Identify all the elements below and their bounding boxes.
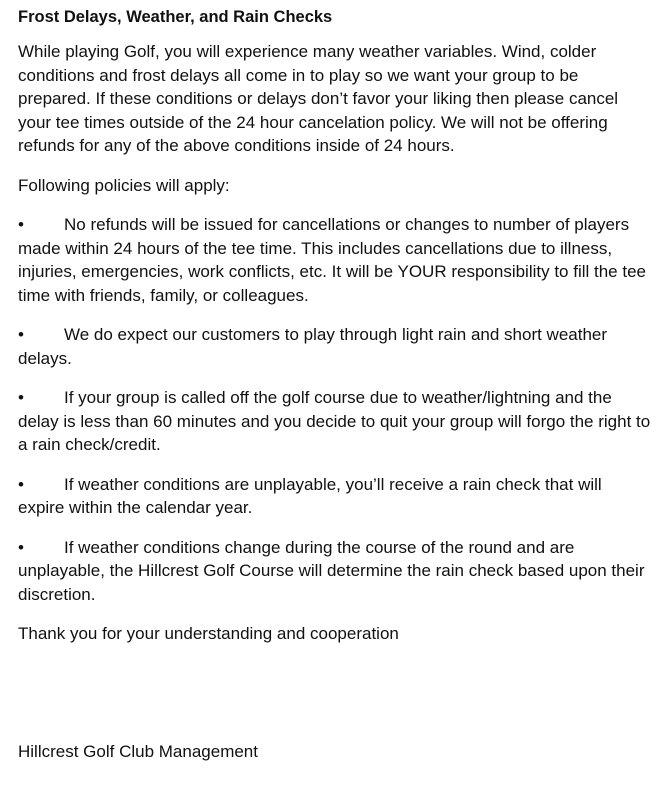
document-title: Frost Delays, Weather, and Rain Checks <box>18 8 333 26</box>
closing-line: Thank you for your understanding and cooperation <box>18 624 399 643</box>
policy-item <box>18 213 651 307</box>
bullet-point: • <box>18 215 24 234</box>
intro-paragraph: While playing Golf, you will experience many weather variables. Wind, colder conditions and frost delays all come in to play so we want your group to be prepared. If these conditions or delays don’t favor your liking then please cancel your tee times outside of the 24 hour cancelation policy. We will not be offering refunds for any of the above conditions inside of 24 hours. <box>18 42 619 155</box>
policy-text: If weather conditions are unplayable, you’ll receive a rain check that will expire within the calendar year. <box>18 474 602 517</box>
policies-heading: Following policies will apply: <box>18 175 230 195</box>
policy-text: No refunds will be issued for cancellations or changes to number of players made within 24 hours of the tee time. This includes cancellations due to illness, injuries, emergencies, work conflicts, etc. It will be YOUR responsibility to fill the tee time with friends, family, or colleagues. <box>18 215 646 305</box>
policy-item <box>18 536 651 607</box>
bullet-point: • <box>18 474 24 494</box>
signature: Hillcrest Golf Club Management <box>18 742 258 761</box>
policy-text: If your group is called off the golf course due to weather/lightning and the delay is less than 60 minutes and you decide to quit your group will forgo the right to a rain check/credit. <box>18 388 651 454</box>
policy-item <box>18 473 651 520</box>
bullet-point: • <box>18 325 24 344</box>
bullet-point: • <box>18 537 24 557</box>
policy-text: We do expect our customers to play through light rain and short weather delays. <box>18 325 608 368</box>
policy-item <box>18 386 651 457</box>
policy-item <box>18 323 651 370</box>
policy-text: If weather conditions change during the course of the round and are unplayable, the Hillcrest Golf Course will determine the rain check based upon their discretion. <box>18 537 645 604</box>
bullet-point: • <box>18 388 24 407</box>
